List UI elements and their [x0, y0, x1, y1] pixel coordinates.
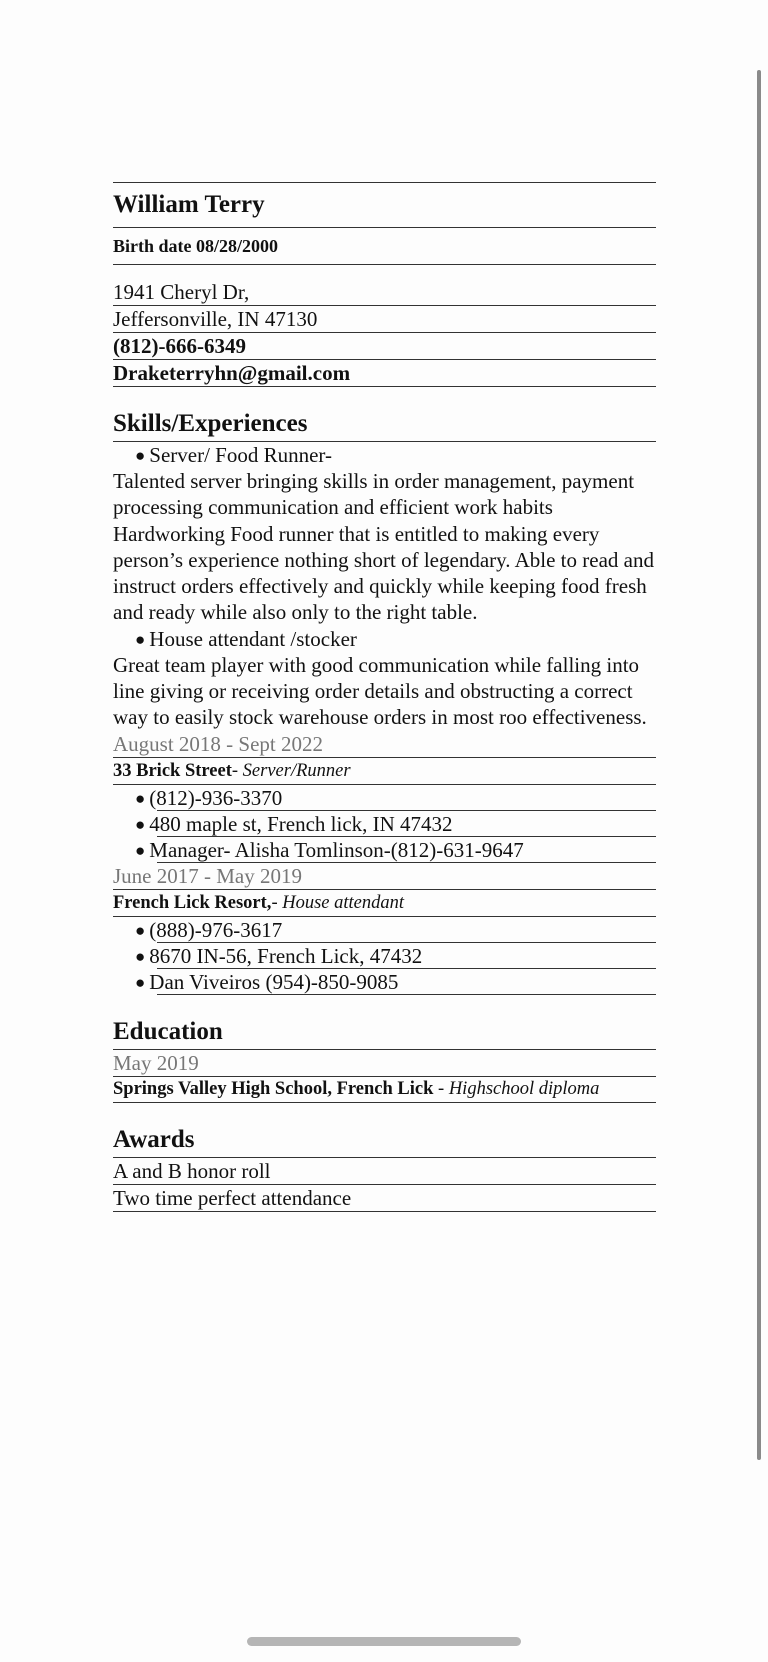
resume-document [113, 182, 656, 1212]
job-detail-item: ● 480 maple st, French lick, IN 47432 [113, 811, 656, 837]
home-indicator[interactable] [247, 1637, 521, 1646]
email-address: Draketerryhn@gmail.com [113, 360, 656, 387]
job-detail-item: ● Dan Viveiros (954)-850-9085 [113, 969, 656, 995]
award-item: A and B honor roll [113, 1158, 656, 1185]
school-name: Springs Valley High School, French Lick [113, 1078, 434, 1099]
phone-number: (812)-666-6349 [113, 333, 656, 360]
bullet-icon: ● [135, 788, 146, 808]
job-detail-item: ● 8670 IN-56, French Lick, 47432 [113, 943, 656, 969]
bullet-icon: ● [135, 840, 146, 860]
award-item: Two time perfect attendance [113, 1185, 656, 1212]
skill-paragraph: Hardworking Food runner that is entitled to making every person’s experience nothing short of legendary. Able to read and instruct orders effectively and quickly while keeping food fresh and ready while also only to the right table. [113, 521, 654, 625]
skill-title: ● Server/ Food Runner- [135, 443, 332, 467]
bullet-icon: ● [135, 629, 146, 649]
bullet-icon: ● [135, 946, 146, 966]
address-line-1: 1941 Cheryl Dr, [113, 279, 656, 306]
education-school-line: Springs Valley High School, French Lick - Highschool diploma [113, 1077, 656, 1103]
employer-name: 33 Brick Street [113, 760, 232, 781]
bullet-icon: ● [135, 920, 146, 940]
employer-name: French Lick Resort, [113, 892, 272, 913]
bullet-icon: ● [135, 814, 146, 834]
skill-paragraph: Great team player with good communication while falling into line giving or receiving order details and obstructing a correct way to easily stock warehouse orders in most roo effectiveness. [113, 652, 647, 730]
job-role: House attendant [282, 892, 405, 913]
job-title-line: 33 Brick Street- Server/Runner [113, 758, 656, 785]
education-date: May 2019 [113, 1050, 656, 1077]
bullet-icon: ● [135, 446, 146, 465]
job-detail-item: ● (888)-976-3617 [113, 917, 656, 943]
skills-heading: Skills/Experiences [113, 407, 656, 442]
education-heading: Education [113, 1015, 656, 1050]
birth-date: Birth date 08/28/2000 [113, 228, 656, 265]
skill-title: ● House attendant /stocker [135, 626, 357, 651]
degree: Highschool diploma [448, 1078, 600, 1099]
candidate-name: William Terry [113, 183, 656, 228]
job-role: Server/Runner [242, 760, 351, 781]
skill-paragraph: Talented server bringing skills in order management, payment processing communication and efficient work habits [113, 469, 635, 520]
job-dates: June 2017 - May 2019 [113, 863, 656, 890]
address-line-2: Jeffersonville, IN 47130 [113, 306, 656, 333]
vertical-scrollbar[interactable] [757, 70, 761, 1460]
job-dates: August 2018 - Sept 2022 [113, 731, 656, 758]
job-detail-item: ● (812)-936-3370 [113, 785, 656, 811]
job-title-line: French Lick Resort,- House attendant [113, 890, 656, 917]
awards-heading: Awards [113, 1123, 656, 1158]
job-detail-item: ● Manager- Alisha Tomlinson-(812)-631-9647 [113, 837, 656, 863]
bullet-icon: ● [135, 972, 146, 992]
